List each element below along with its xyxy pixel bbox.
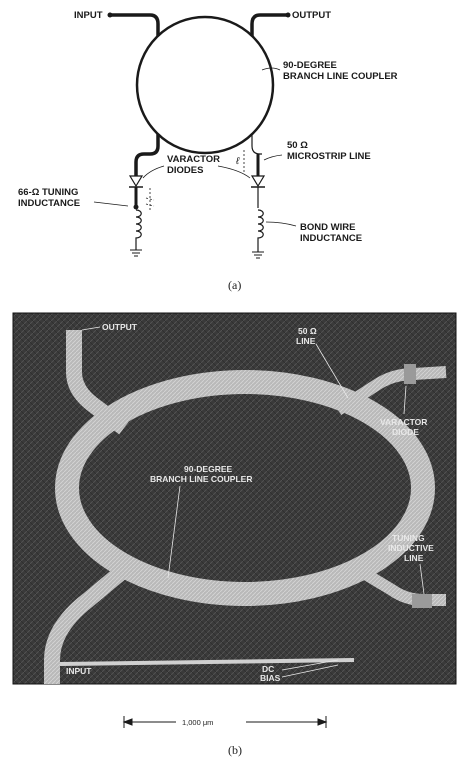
varactor-label-line2: DIODES bbox=[167, 165, 204, 176]
photo-coupler-label-line1: 90-DEGREE bbox=[184, 464, 233, 474]
input-label: INPUT bbox=[74, 10, 103, 21]
caption-b: (b) bbox=[228, 743, 242, 757]
tuning-leader bbox=[94, 202, 128, 206]
photo-tuning-label-line3: LINE bbox=[404, 553, 424, 563]
chip-photograph bbox=[13, 313, 456, 757]
tuning-node bbox=[134, 205, 139, 210]
photo-line-label-line1: 50 Ω bbox=[298, 326, 317, 336]
caption-a: (a) bbox=[228, 278, 242, 292]
photo-input-label: INPUT bbox=[66, 666, 92, 676]
coupler-label-line2: BRANCH LINE COUPLER bbox=[283, 71, 398, 82]
tuning-line-pad bbox=[412, 594, 432, 608]
coupler-label-line1: 90-DEGREE bbox=[283, 60, 337, 71]
scale-label: 1,000 μm bbox=[182, 718, 214, 727]
photo-tuning-label-line1: TUNING bbox=[392, 533, 425, 543]
photo-tuning-label-line2: INDUCTIVE bbox=[388, 543, 434, 553]
left-varactor-diode bbox=[129, 176, 143, 205]
bond-label-line2: INDUCTANCE bbox=[300, 233, 363, 244]
photo-varactor-label-line2: DIODE bbox=[392, 427, 419, 437]
right-inductor-coil bbox=[258, 210, 263, 252]
right-ground-symbol bbox=[252, 252, 264, 258]
bond-label-line1: BOND WIRE bbox=[300, 222, 356, 233]
left-ground-symbol bbox=[130, 250, 142, 256]
bond-wire-leader bbox=[266, 222, 296, 226]
photo-output-label: OUTPUT bbox=[102, 322, 137, 332]
output-label: OUTPUT bbox=[292, 10, 332, 21]
photo-coupler-label-line2: BRANCH LINE COUPLER bbox=[150, 474, 253, 484]
input-line bbox=[110, 15, 158, 36]
photo-varactor-label-line1: VARACTOR bbox=[380, 417, 428, 427]
tuning-length-marker bbox=[146, 188, 154, 212]
branch-line-coupler-circle bbox=[137, 17, 273, 153]
output-line bbox=[252, 15, 288, 36]
microstrip-label-line2: MICROSTRIP LINE bbox=[287, 151, 371, 162]
scale-bar bbox=[124, 716, 326, 728]
microstrip-leader bbox=[264, 155, 282, 160]
right-branch-line bbox=[252, 134, 262, 154]
photo-dc-label-line1: DC bbox=[262, 664, 275, 674]
length-symbol: ℓ bbox=[236, 156, 240, 167]
microstrip-label-line1: 50 Ω bbox=[287, 140, 308, 151]
tuning-label-line1: 66-Ω TUNING bbox=[18, 187, 79, 198]
tuning-label-line2: INDUCTANCE bbox=[18, 198, 81, 209]
output-terminal bbox=[286, 13, 291, 18]
input-terminal bbox=[108, 13, 113, 18]
right-varactor-diode bbox=[251, 176, 265, 208]
varactor-label-line1: VARACTOR bbox=[167, 154, 220, 165]
right-diode-pad bbox=[404, 364, 416, 384]
photo-dc-label-line2: BIAS bbox=[260, 673, 281, 683]
photo-line-label-line2: LINE bbox=[296, 336, 316, 346]
varactor-leader-right bbox=[218, 166, 250, 178]
left-inductor-coil bbox=[136, 210, 141, 250]
schematic-diagram bbox=[18, 10, 398, 292]
varactor-leader-left bbox=[143, 166, 164, 178]
